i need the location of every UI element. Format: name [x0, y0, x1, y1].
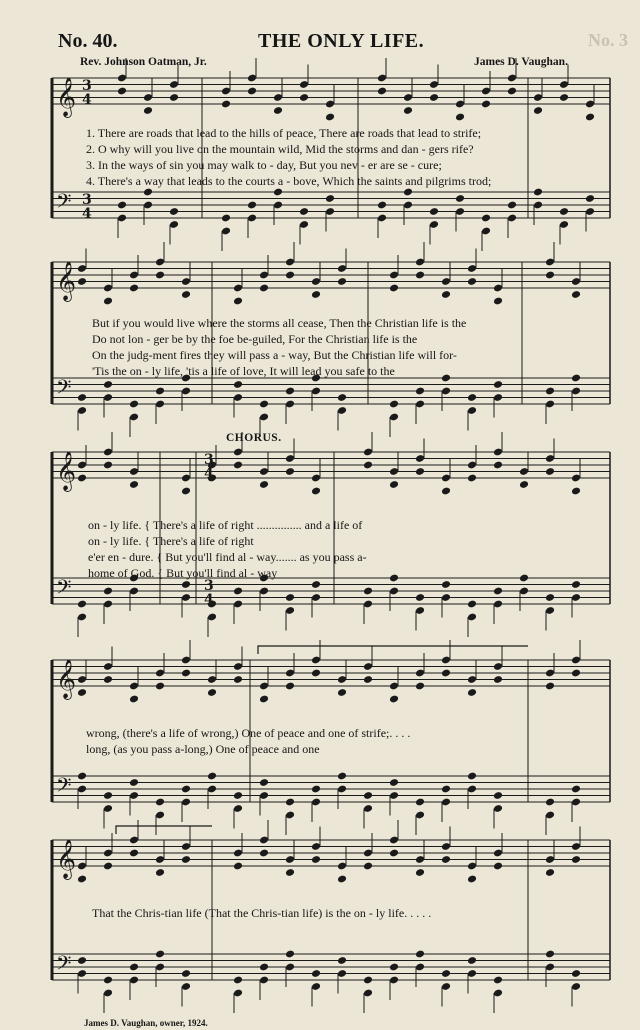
note-head [77, 277, 87, 286]
note-head [233, 862, 243, 871]
lyric-line: 2. O why will you live on the mountain wild, Mid the storms and dan - gers rife? [86, 142, 474, 156]
time-signature-bottom: 4 [82, 206, 92, 222]
note-head [389, 695, 399, 704]
note-head [389, 778, 399, 787]
note-head [545, 467, 555, 476]
note-head [129, 400, 139, 409]
note-head [103, 675, 113, 684]
note-head [103, 380, 113, 389]
treble-clef-icon: 𝄞 [56, 451, 77, 491]
note-head [493, 380, 503, 389]
note-head [441, 580, 451, 589]
note-head [467, 956, 477, 965]
note-head [389, 574, 399, 583]
note-head [129, 480, 139, 489]
note-head [103, 587, 113, 596]
note-head [415, 682, 425, 691]
note-head [77, 393, 87, 402]
note-head [441, 669, 451, 678]
note-head [389, 400, 399, 409]
hymn-title: THE ONLY LIFE. [258, 30, 425, 52]
note-head [533, 106, 543, 115]
copyright-footer: James D. Vaughan, owner, 1924. [84, 1018, 208, 1028]
note-head [155, 868, 165, 877]
treble-clef-icon: 𝄞 [56, 77, 77, 117]
note-head [77, 688, 87, 697]
note-head [181, 487, 191, 496]
note-head [181, 785, 191, 794]
note-head [311, 290, 321, 299]
note-head [337, 688, 347, 697]
note-head [493, 976, 503, 985]
note-head [493, 461, 503, 470]
note-head [377, 201, 387, 210]
lyric-line: home of God. { But you'll find al - way [88, 566, 278, 580]
note-head [77, 600, 87, 609]
note-head [415, 387, 425, 396]
note-head [545, 387, 555, 396]
note-head [559, 207, 569, 216]
note-head [467, 600, 477, 609]
note-head [117, 87, 127, 96]
note-head [467, 277, 477, 286]
note-head [519, 574, 529, 583]
note-head [571, 290, 581, 299]
note-head [285, 868, 295, 877]
note-head [155, 271, 165, 280]
note-head [415, 467, 425, 476]
lyric-line: wrong, (there's a life of wrong,) One of peace and one of strife;. . . . [86, 726, 411, 740]
note-head [285, 467, 295, 476]
note-head [181, 669, 191, 678]
note-head [233, 587, 243, 596]
bass-clef-icon: 𝄢 [56, 773, 72, 802]
note-head [545, 868, 555, 877]
note-head [103, 461, 113, 470]
note-head [377, 87, 387, 96]
note-head [571, 855, 581, 864]
note-head [259, 849, 269, 858]
note-head [571, 487, 581, 496]
lyric-line: on - ly life. { There's a life of right ............... and a life of [88, 518, 363, 532]
note-head [273, 106, 283, 115]
time-signature-bottom: 4 [82, 92, 92, 108]
note-head [519, 480, 529, 489]
note-head [155, 682, 165, 691]
bass-clef-icon: 𝄢 [56, 575, 72, 604]
note-head [77, 956, 87, 965]
chorus-label: CHORUS. [226, 432, 282, 444]
note-head [441, 785, 451, 794]
note-head [103, 297, 113, 306]
note-head [247, 201, 257, 210]
note-head [299, 207, 309, 216]
note-head [247, 87, 257, 96]
note-head [389, 480, 399, 489]
note-head [337, 875, 347, 884]
note-head [571, 669, 581, 678]
bass-clef-icon: 𝄢 [56, 189, 72, 218]
note-head [545, 798, 555, 807]
note-head [545, 271, 555, 280]
note-head [559, 93, 569, 102]
lyric-line: long, (as you pass a-long,) One of peace and one [86, 742, 320, 756]
note-head [325, 194, 335, 203]
note-head [103, 791, 113, 800]
note-head [311, 969, 321, 978]
note-head [155, 950, 165, 959]
note-head [571, 374, 581, 383]
time-signature-top: 3 [82, 78, 92, 94]
note-head [403, 188, 413, 197]
note-head [533, 188, 543, 197]
lyric-line: On the judg-ment fires they will pass a - way, But the Christian life will for- [92, 348, 457, 362]
note-head [129, 963, 139, 972]
bleed-through-number: No. 3 [588, 30, 628, 50]
note-head [467, 474, 477, 483]
first-ending-bracket [258, 646, 528, 654]
note-head [493, 791, 503, 800]
note-head [337, 772, 347, 781]
second-ending-bracket [116, 826, 212, 834]
note-head [571, 969, 581, 978]
note-head [129, 849, 139, 858]
note-head [233, 461, 243, 470]
lyric-line: e'er en - dure. { But you'll find al - way....... as you pass a- [88, 550, 367, 564]
lyricist-credit: Rev. Johnson Oatman, Jr. [80, 56, 207, 68]
note-head [285, 798, 295, 807]
note-head [207, 688, 217, 697]
note-head [181, 580, 191, 589]
note-head [389, 284, 399, 293]
note-head [181, 969, 191, 978]
note-head [325, 113, 335, 122]
note-head [441, 374, 451, 383]
note-head [233, 380, 243, 389]
note-head [441, 855, 451, 864]
note-head [259, 480, 269, 489]
hymn-number: No. 40. [58, 30, 118, 52]
note-head [311, 580, 321, 589]
note-head [493, 862, 503, 871]
note-head [429, 93, 439, 102]
note-head [363, 675, 373, 684]
note-head [403, 106, 413, 115]
lyric-line: on - ly life. { There's a life of right [88, 534, 254, 548]
note-head [467, 688, 477, 697]
treble-clef-icon: 𝄞 [56, 659, 77, 699]
note-head [493, 297, 503, 306]
note-head [415, 593, 425, 602]
note-head [311, 785, 321, 794]
note-head [221, 100, 231, 109]
composer-credit: James D. Vaughan. [474, 56, 568, 68]
note-head [259, 963, 269, 972]
note-head [415, 798, 425, 807]
note-head [311, 669, 321, 678]
note-head [429, 207, 439, 216]
note-head [129, 695, 139, 704]
note-head [467, 393, 477, 402]
note-head [169, 207, 179, 216]
lyric-line: 3. In the ways of sin you may walk to - day, But you nev - er are se - cure; [86, 158, 442, 172]
note-head [545, 682, 555, 691]
time-signature-bottom: 4 [204, 592, 214, 608]
bass-clef-icon: 𝄢 [56, 375, 72, 404]
note-head [103, 976, 113, 985]
note-head [507, 87, 517, 96]
note-head [337, 956, 347, 965]
lyric-line: 4. There's a way that leads to the courts a - bove, Which the saints and pilgrims trod; [86, 174, 492, 188]
treble-clef-icon: 𝄞 [56, 839, 77, 879]
note-head [481, 100, 491, 109]
note-head [507, 201, 517, 210]
note-head [129, 778, 139, 787]
lyric-line: Do not lon - ger be by the foe be-guiled, For the Christian life is the [92, 332, 418, 346]
note-head [571, 785, 581, 794]
note-head [415, 271, 425, 280]
note-head [117, 201, 127, 210]
lyric-line: That the Chris-tian life (That the Chris-tian life) is the on - ly life. . . . . [92, 906, 432, 920]
note-head [77, 474, 87, 483]
note-head [363, 862, 373, 871]
treble-clef-icon: 𝄞 [56, 261, 77, 301]
note-head [207, 772, 217, 781]
note-head [143, 188, 153, 197]
note-head [273, 188, 283, 197]
time-signature-top: 3 [204, 452, 214, 468]
note-head [143, 106, 153, 115]
note-head [389, 963, 399, 972]
note-head [155, 798, 165, 807]
note-head [363, 791, 373, 800]
note-head [103, 862, 113, 871]
note-head [493, 675, 503, 684]
note-head [259, 695, 269, 704]
note-head [415, 868, 425, 877]
note-head [493, 587, 503, 596]
note-head [77, 772, 87, 781]
note-head [441, 969, 451, 978]
note-head [337, 393, 347, 402]
note-head [285, 682, 295, 691]
note-head [455, 113, 465, 122]
note-head [233, 976, 243, 985]
note-head [441, 487, 451, 496]
note-head [545, 950, 555, 959]
note-head [389, 849, 399, 858]
bass-clef-icon: 𝄢 [56, 951, 72, 980]
note-head [467, 772, 477, 781]
note-head [467, 875, 477, 884]
note-head [77, 875, 87, 884]
note-head [181, 855, 191, 864]
note-head [415, 950, 425, 959]
note-head [455, 194, 465, 203]
note-head [585, 194, 595, 203]
note-head [233, 297, 243, 306]
note-head [285, 271, 295, 280]
note-head [545, 593, 555, 602]
lyric-line: 1. There are roads that lead to the hills of peace, There are roads that lead to strife; [86, 126, 482, 140]
time-signature-bottom: 4 [204, 466, 214, 482]
note-head [441, 290, 451, 299]
note-head [169, 93, 179, 102]
note-head [259, 400, 269, 409]
lyric-line: 'Tis the on - ly life, 'tis a life of love, It will lead you safe to the [92, 364, 395, 378]
note-head [363, 461, 373, 470]
note-head [259, 778, 269, 787]
note-head [259, 284, 269, 293]
note-head [155, 387, 165, 396]
time-signature-top: 3 [82, 192, 92, 208]
note-head [363, 587, 373, 596]
note-head [285, 593, 295, 602]
note-head [129, 284, 139, 293]
lyric-line: But if you would live where the storms all cease, Then the Christian life is the [92, 316, 467, 330]
note-head [311, 855, 321, 864]
note-head [299, 93, 309, 102]
note-head [585, 113, 595, 122]
note-head [221, 214, 231, 223]
note-head [571, 580, 581, 589]
note-head [285, 387, 295, 396]
note-head [181, 290, 191, 299]
time-signature-top: 3 [204, 578, 214, 594]
note-head [311, 487, 321, 496]
note-head [285, 950, 295, 959]
note-head [233, 791, 243, 800]
note-head [233, 675, 243, 684]
note-head [363, 976, 373, 985]
note-head [337, 277, 347, 286]
note-head [481, 214, 491, 223]
